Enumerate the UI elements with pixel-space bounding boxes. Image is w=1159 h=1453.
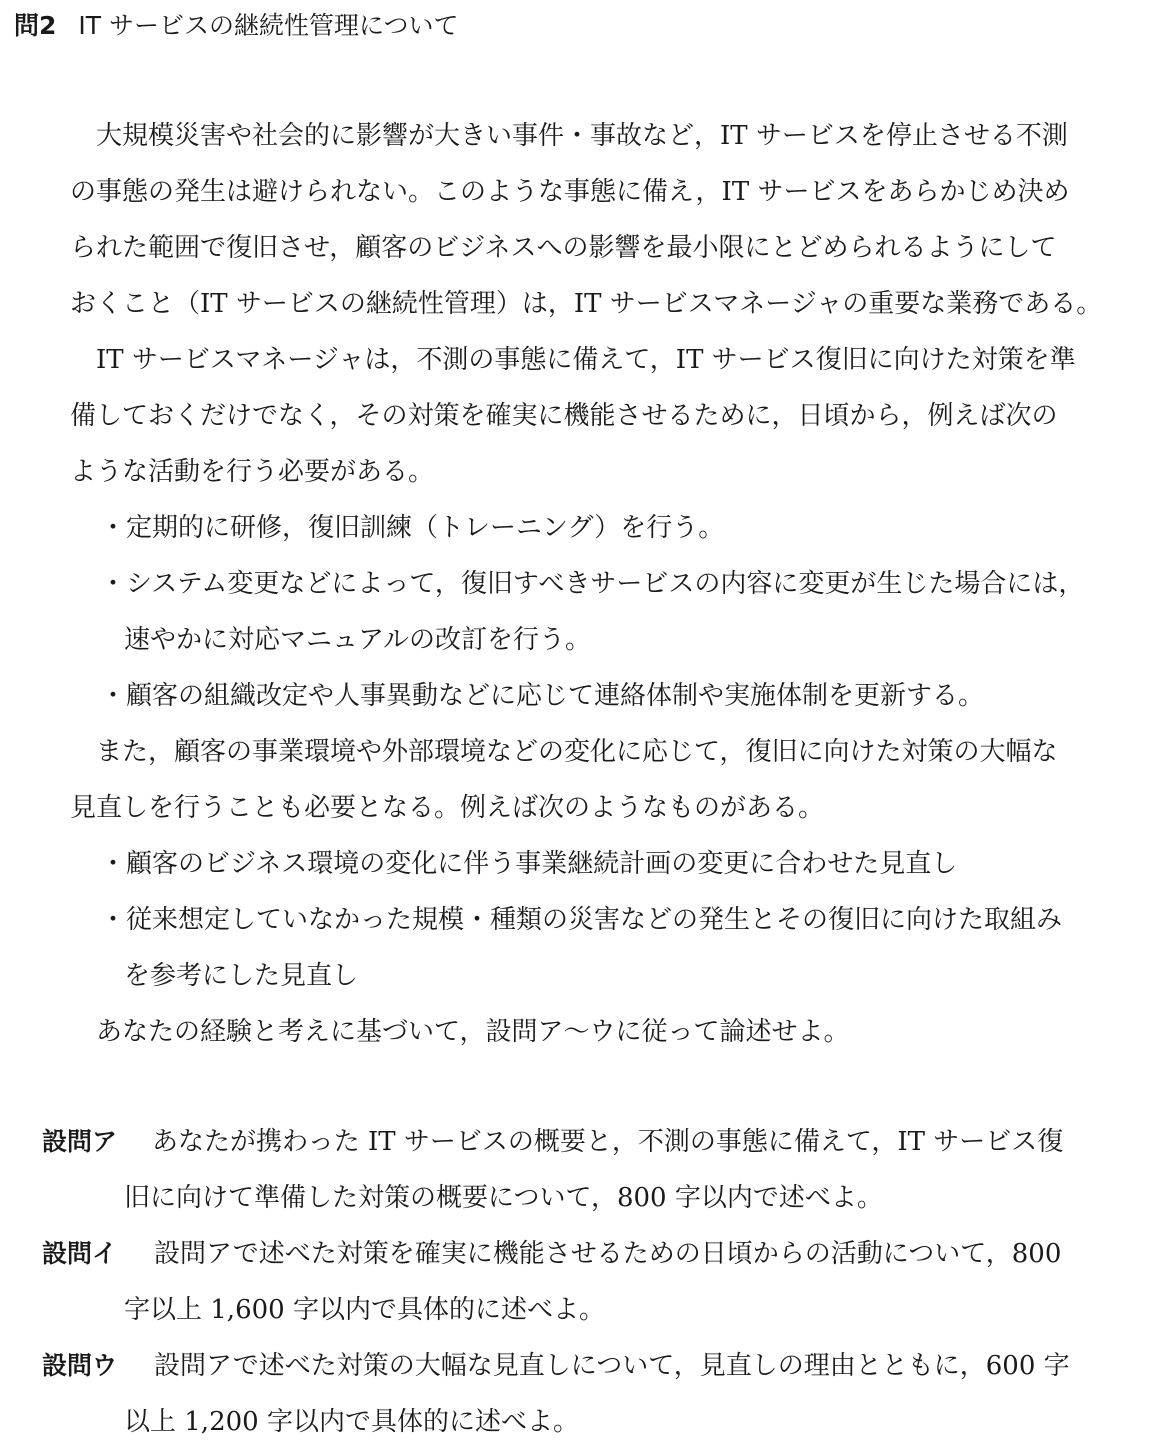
body-line: ような活動を行う必要がある。: [70, 457, 435, 487]
question-u-text: 設問アで述べた対策の大幅な見直しについて，見直しの理由とともに，600 字: [154, 1351, 1070, 1381]
question-a-text: あなたが携わった IT サービスの概要と，不測の事態に備えて，IT サービス復: [152, 1127, 1064, 1157]
bullet-item: ・従来想定していなかった規模・種類の災害などの発生とその復旧に向けた取組み: [100, 905, 1063, 935]
question-u-label: 設問ウ: [42, 1351, 118, 1380]
body-line: また，顧客の事業環境や外部環境などの変化に応じて，復旧に向けた対策の大幅な: [96, 737, 1058, 767]
body-line: おくこと（IT サービスの継続性管理）は，IT サービスマネージャの重要な業務である。: [70, 289, 1103, 319]
bullet-item: ・定期的に研修，復旧訓練（トレーニング）を行う。: [100, 513, 725, 543]
question-title: IT サービスの継続性管理について: [78, 11, 459, 40]
body-line: あなたの経験と考えに基づいて，設問ア～ウに従って論述せよ。: [96, 1017, 850, 1047]
body-line: 備しておくだけでなく，その対策を確実に機能させるために，日頃から，例えば次の: [70, 401, 1058, 431]
body-line: 大規模災害や社会的に影響が大きい事件・事故など，IT サービスを停止させる不測: [96, 121, 1068, 151]
body-line: られた範囲で復旧させ，顧客のビジネスへの影響を最小限にとどめられるようにして: [70, 233, 1057, 263]
question-i-text: 設問アで述べた対策を確実に機能させるための日頃からの活動について，800: [154, 1239, 1062, 1269]
question-heading: [14, 10, 459, 42]
question-a-text: 旧に向けて準備した対策の概要について，800 字以内で述べよ。: [124, 1183, 883, 1213]
question-a-label: 設問ア: [42, 1127, 118, 1156]
bullet-item: ・顧客の組織改定や人事異動などに応じて連絡体制や実施体制を更新する。: [100, 681, 985, 711]
question-i-label: 設問イ: [42, 1239, 118, 1268]
body-line: の事態の発生は避けられない。このような事態に備え，IT サービスをあらかじめ決め: [70, 177, 1070, 207]
bullet-item: ・システム変更などによって，復旧すべきサービスの内容に変更が生じた場合には，: [100, 569, 1085, 599]
body-line: IT サービスマネージャは，不測の事態に備えて，IT サービス復旧に向けた対策を準: [96, 345, 1076, 375]
question-i-text: 字以上 1,600 字以内で具体的に述べよ。: [124, 1295, 605, 1325]
bullet-item-continuation: 速やかに対応マニュアルの改訂を行う。: [124, 625, 591, 655]
question-number: 問2: [14, 11, 57, 40]
bullet-item-continuation: を参考にした見直し: [124, 961, 359, 991]
bullet-item: ・顧客のビジネス環境の変化に伴う事業継続計画の変更に合わせた見直し: [100, 849, 958, 879]
question-u-text: 以上 1,200 字以内で具体的に述べよ。: [124, 1407, 579, 1437]
body-line: 見直しを行うことも必要となる。例えば次のようなものがある。: [70, 793, 825, 823]
